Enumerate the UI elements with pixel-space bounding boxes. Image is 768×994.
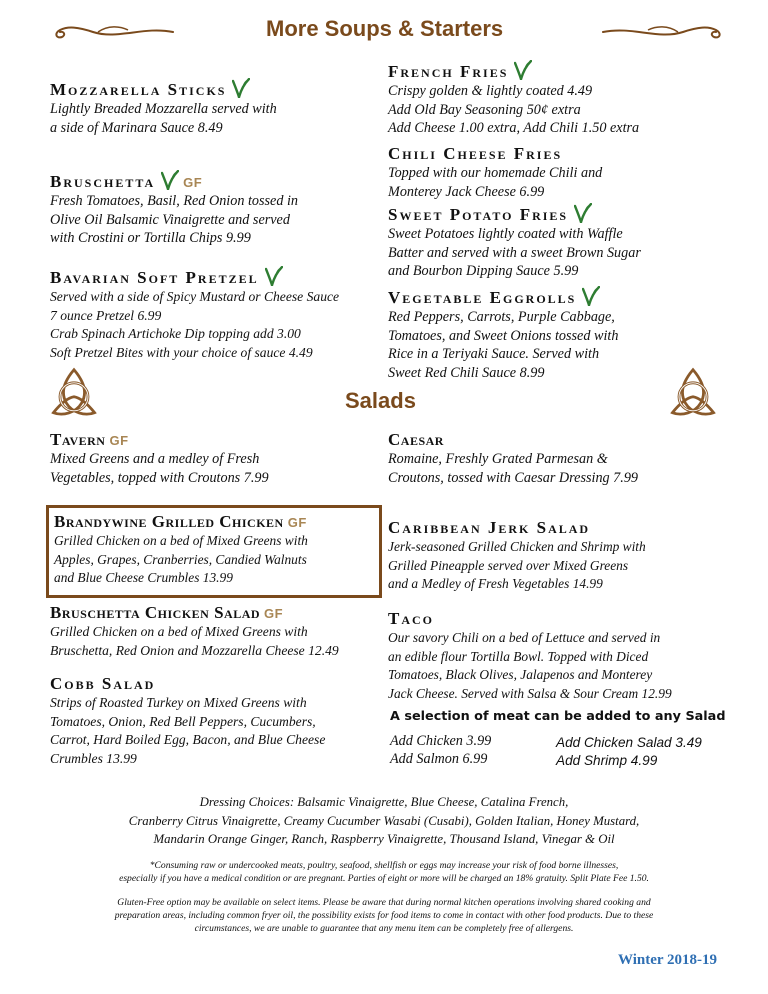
item-title: Mozzarella Sticks — [50, 78, 277, 100]
consumption-disclaimer: *Consuming raw or undercooked meats, poultry, seafood, shellfish or eggs may increase your risk of food borne illnesses, especially if you have a medical condition or are pregnant. Parties of eight or more will be charged an 18% gratuity. Split Plate Fee 1.50. — [119, 860, 649, 884]
item-vegetable-eggrolls — [388, 286, 618, 382]
item-bavarian-pretzel — [50, 266, 339, 362]
item-title: Bavarian Soft Pretzel — [50, 266, 339, 288]
vegetarian-leaf-icon — [582, 286, 600, 306]
vegetarian-leaf-icon — [161, 170, 179, 190]
celtic-knot-left-icon — [46, 366, 102, 422]
item-description: Jerk-seasoned Grilled Chicken and Shrimp with Grilled Pineapple served over Mixed Greens and a Medley of Fresh Vegetables 14.99 — [388, 539, 646, 591]
gluten-free-badge: GF — [109, 433, 129, 448]
item-mozzarella-sticks — [50, 78, 277, 137]
vegetarian-leaf-icon — [514, 60, 532, 80]
item-description: Sweet Potatoes lightly coated with Waffle Batter and served with a sweet Brown Sugar and Bourbon Dipping Sauce 5.99 — [388, 226, 641, 279]
gluten-free-badge: GF — [287, 515, 307, 530]
item-french-fries — [388, 60, 639, 138]
item-description: Lightly Breaded Mozzarella served with a side of Marinara Sauce 8.49 — [50, 101, 277, 136]
item-taco — [388, 609, 672, 703]
item-title: Caribbean Jerk Salad — [388, 518, 591, 537]
starters-title: More Soups & Starters — [266, 16, 504, 41]
addon-chicken-salad: Add Chicken Salad 3.49 — [556, 735, 702, 750]
item-title: Sweet Potato Fries — [388, 203, 641, 225]
gluten-free-badge: GF — [183, 175, 203, 190]
item-title: Chili Cheese Fries — [388, 144, 563, 163]
item-description: Red Peppers, Carrots, Purple Cabbage, Tomatoes, and Sweet Onions tossed with Rice in a Teriyaki Sauce. Served with Sweet Red Chili Sauce 8.99 — [388, 309, 619, 381]
item-description: Strips of Roasted Turkey on Mixed Greens with Tomatoes, Onion, Red Bell Peppers, Cucumbers, Carrot, Hard Boiled Egg, Bacon, and Blue Cheese Crumbles 13.99 — [50, 695, 326, 766]
vegetarian-leaf-icon — [265, 266, 283, 286]
meat-addon-heading: A selection of meat can be added to any Salad — [390, 709, 726, 724]
item-description: Served with a side of Spicy Mustard or Cheese Sauce 7 ounce Pretzel 6.99 Crab Spinach Artichoke Dip topping add 3.00 Soft Pretzel Bites with your choice of sauce 4.49 — [50, 289, 340, 360]
gluten-free-badge: GF — [264, 606, 284, 621]
right-swirl-ornament — [598, 22, 728, 42]
item-title: Bruschetta Chicken Salad GF — [50, 603, 284, 622]
item-caesar — [388, 430, 638, 487]
item-description: Romaine, Freshly Grated Parmesan & Croutons, tossed with Caesar Dressing 7.99 — [388, 451, 639, 486]
item-title: Brandywine Grilled Chicken GF — [54, 512, 307, 531]
item-chili-cheese-fries — [388, 144, 602, 201]
item-title: Bruschetta GF — [50, 172, 203, 191]
vegetarian-leaf-icon — [232, 78, 250, 98]
gluten-free-note: Gluten-Free option may be available on select items. Please be aware that during normal kitchen operations involving shared cooking and preparation areas, including common fryer oil, the possibility exists for food items to come in contact with other food products. Due to these circumstances, we are unable to guarantee that any menu item can be completely free of allergens. — [114, 897, 654, 934]
item-description: Our savory Chili on a bed of Lettuce and served in an edible flour Tortilla Bowl. Topped with Diced Tomatoes, Black Olives, Jalapenos and Monterey Jack Cheese. Served with Salsa & Sour Cream 12.99 — [388, 630, 672, 701]
addon-shrimp: Add Shrimp 4.99 — [556, 753, 658, 768]
item-description: Topped with our homemade Chili and Monterey Jack Cheese 6.99 — [388, 165, 603, 200]
addon-salmon: Add Salmon 6.99 — [390, 751, 488, 767]
item-title: Taco — [388, 609, 435, 628]
item-title: French Fries — [388, 60, 639, 82]
left-swirl-ornament — [48, 22, 178, 42]
item-tavern — [50, 430, 269, 487]
item-description: Grilled Chicken on a bed of Mixed Greens with Apples, Grapes, Cranberries, Candied Walnuts and Blue Cheese Crumbles 13.99 — [54, 533, 308, 585]
dressing-choices: Dressing Choices: Balsamic Vinaigrette, Blue Cheese, Catalina French, Cranberry Citrus Vinaigrette, Creamy Cucumber Wasabi (Cusabi), Golden Italian, Honey Mustard, Mandarin Orange Ginger, Ranch, Raspberry Vinaigrette, Thousand Island, Vinegar & Oil — [128, 795, 640, 846]
item-bruschetta — [50, 170, 298, 248]
item-cobb-salad — [50, 674, 325, 768]
item-sweet-potato-fries — [388, 203, 641, 281]
item-brandywine-grilled-chicken — [54, 512, 308, 588]
item-description: Mixed Greens and a medley of Fresh Vegetables, topped with Croutons 7.99 — [50, 451, 269, 486]
item-description: Grilled Chicken on a bed of Mixed Greens with Bruschetta, Red Onion and Mozzarella Cheese 12.49 — [50, 624, 339, 658]
item-bruschetta-chicken-salad — [50, 603, 339, 660]
item-description: Crispy golden & lightly coated 4.49 Add Old Bay Seasoning 50¢ extra Add Cheese 1.00 extra, Add Chili 1.50 extra — [388, 83, 640, 136]
vegetarian-leaf-icon — [574, 203, 592, 223]
item-caribbean-jerk-salad — [388, 518, 646, 594]
item-title: Vegetable Eggrolls — [388, 286, 618, 308]
addon-chicken: Add Chicken 3.99 — [390, 733, 492, 749]
salads-title: Salads — [345, 388, 416, 413]
item-title: Tavern GF — [50, 430, 129, 449]
item-title: Caesar — [388, 430, 444, 449]
item-title: Cobb Salad — [50, 674, 156, 693]
season-label: Winter 2018-19 — [618, 952, 718, 968]
item-description: Fresh Tomatoes, Basil, Red Onion tossed in Olive Oil Balsamic Vinaigrette and served with Crostini or Tortilla Chips 9.99 — [50, 193, 299, 246]
celtic-knot-right-icon — [665, 366, 721, 422]
